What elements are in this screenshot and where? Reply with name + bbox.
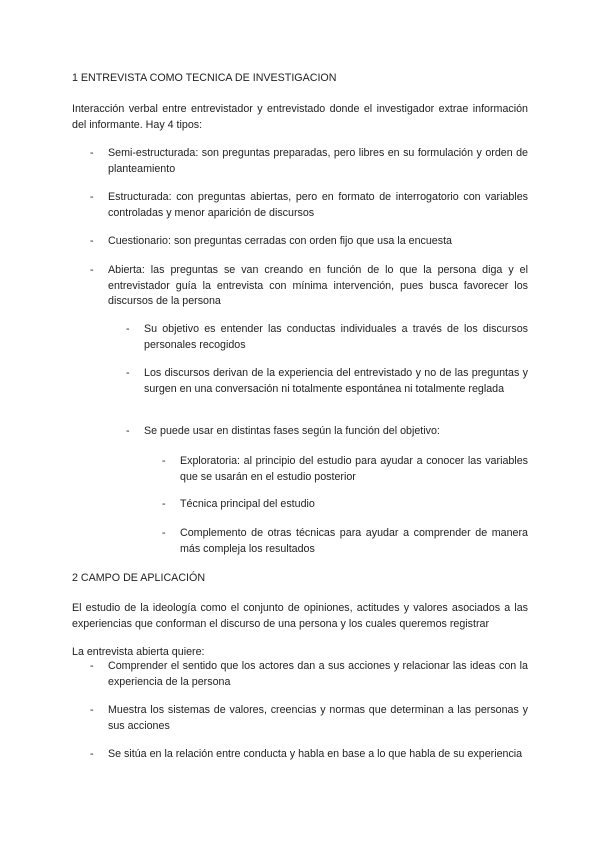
bullet-item: Estructurada: con preguntas abiertas, pero en formato de interrogatorio con variables controladas y menor aparición de discursos [108, 191, 528, 219]
section-1-intro: Interacción verbal entre entrevistador y entrevistado donde el investigador extrae información del informante. Hay 4 tipos: [72, 103, 528, 131]
sub-sub-bullet-dash: - [162, 455, 166, 467]
bullet-dash: - [90, 235, 94, 247]
bullet-item: Cuestionario: son preguntas cerradas con orden fijo que usa la encuesta [108, 235, 452, 247]
sub-bullet-item: Los discursos derivan de la experiencia del entrevistado y no de las preguntas y surgen en una conversación ni totalmente espontánea ni totalmente reglada [144, 367, 528, 395]
bullet-dash: - [90, 147, 94, 159]
section-1-heading: 1 ENTREVISTA COMO TECNICA DE INVESTIGACION [72, 72, 337, 84]
section-2-intro: El estudio de la ideología como el conjunto de opiniones, actitudes y valores asociados a las experiencias que conforman el discurso de una persona y los cuales queremos registrar [72, 602, 528, 630]
bullet-dash: - [90, 264, 94, 276]
bullet-item: Abierta: las preguntas se van creando en función de lo que la persona diga y el entrevistador guía la entrevista con mínima intervención, pues busca favorecer los discursos de la persona [108, 264, 528, 307]
section-2-lead: La entrevista abierta quiere: [72, 646, 205, 658]
section-2-heading: 2 CAMPO DE APLICACIÓN [72, 572, 206, 584]
sub-bullet-dash: - [126, 367, 130, 379]
bullet-item: Muestra los sistemas de valores, creencias y normas que determinan a las personas y sus acciones [108, 704, 528, 732]
bullet-dash: - [90, 191, 94, 203]
bullet-item: Semi-estructurada: son preguntas preparadas, pero libres en su formulación y orden de planteamiento [108, 147, 528, 175]
sub-bullet-item: Su objetivo es entender las conductas individuales a través de los discursos personales recogidos [144, 323, 528, 351]
sub-bullet-item: Se puede usar en distintas fases según la función del objetivo: [144, 425, 440, 437]
sub-sub-bullet-dash: - [162, 498, 166, 510]
sub-bullet-dash: - [126, 323, 130, 335]
sub-sub-bullet-dash: - [162, 527, 166, 539]
bullet-item: Se sitúa en la relación entre conducta y habla en base a lo que habla de su experiencia [108, 748, 523, 760]
bullet-item: Comprender el sentido que los actores dan a sus acciones y relacionar las ideas con la experiencia de la persona [108, 660, 528, 688]
sub-sub-bullet-item: Exploratoria: al principio del estudio para ayudar a conocer las variables que se usarán en el estudio posterior [180, 455, 528, 483]
sub-sub-bullet-item: Técnica principal del estudio [180, 498, 315, 510]
sub-sub-bullet-item: Complemento de otras técnicas para ayudar a comprender de manera más compleja los resultados [180, 527, 528, 555]
bullet-dash: - [90, 660, 94, 672]
bullet-dash: - [90, 748, 94, 760]
bullet-dash: - [90, 704, 94, 716]
sub-bullet-dash: - [126, 425, 130, 437]
